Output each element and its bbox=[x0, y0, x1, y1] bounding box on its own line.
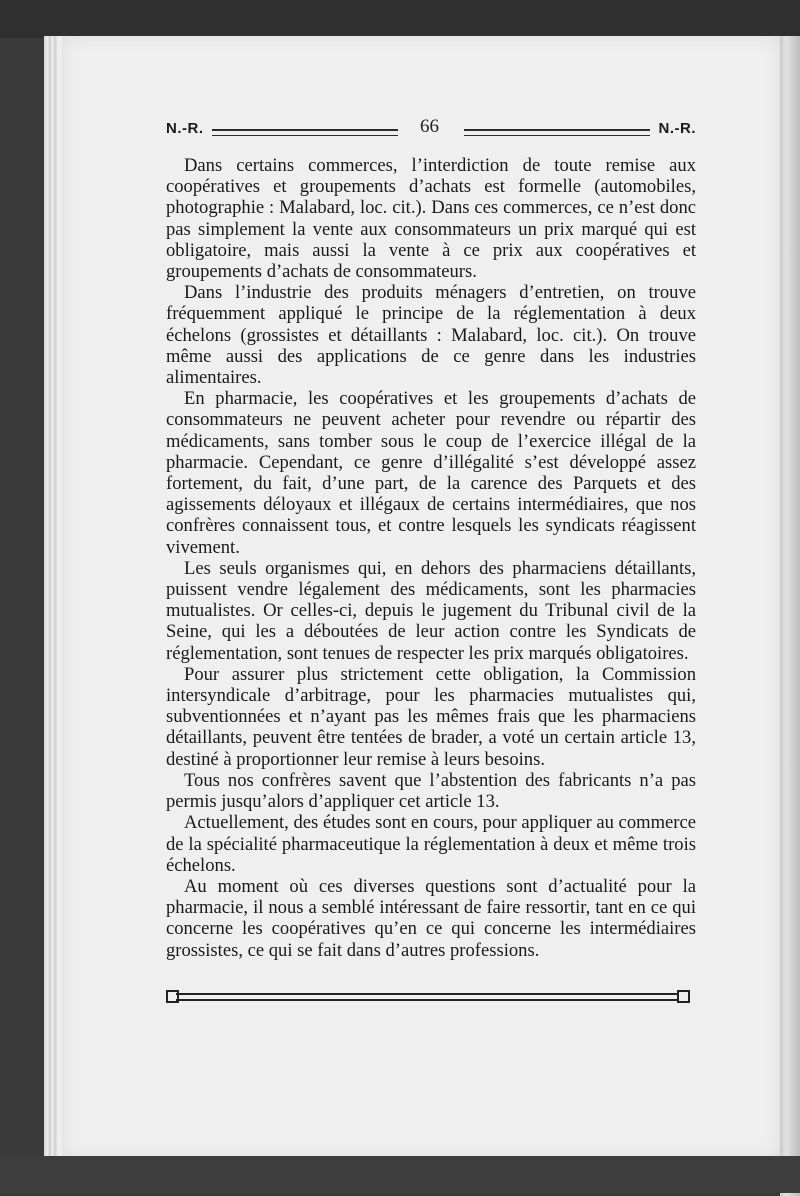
paragraph: Tous nos confrères savent que l’abstention des fabricants n’a pas permis jusqu’alors d’appliquer cet article 13. bbox=[166, 769, 696, 813]
header-left-label: N.-R. bbox=[166, 120, 204, 137]
header-right-label: N.-R. bbox=[658, 120, 696, 137]
paragraph: Actuellement, des études sont en cours, pour appliquer au commerce de la spécialité pharmaceutique la réglementation à deux et même trois échelons. bbox=[166, 812, 696, 876]
scan-background-top bbox=[0, 0, 800, 38]
page-number: 66 bbox=[420, 116, 439, 137]
header-rule-left bbox=[212, 129, 398, 136]
paragraph: En pharmacie, les coopératives et les groupements d’achats de consommateurs ne peuvent acheter pour revendre ou répartir des médicaments, sans tomber sous le coup de l’exercice illégal de la pharmacie. Cependant, ce genre d’illégalité s’est développé assez fortement, du fait, d’une part, de la carence des Parquets et des agissements déloyaux et illégaux de certains intermédiaires, que nos confrères connaissent tous, et contre lesquels les syndicats réagissent vivement. bbox=[166, 388, 696, 558]
paragraph: Pour assurer plus strictement cette obligation, la Commission intersyndicale d’arbitrage, pour les pharmacies mutualistes qui, subventionnées et n’ayant pas les mêmes frais que les pharmaciens détaillants, peuvent être tentées de brader, a voté un certain article 13, destiné à proportionner leur remise à leurs besoins. bbox=[166, 663, 696, 770]
ornament-square-right bbox=[677, 990, 690, 1003]
paragraph: Au moment où ces diverses questions sont d’actualité pour la pharmacie, il nous a semblé intéressant de faire ressortir, tant en ce qui concerne les coopératives qu’en ce qui concerne les intermédiaires grossistes, ce qui se fait dans d’autres professions. bbox=[166, 875, 696, 961]
next-page-edge bbox=[780, 36, 800, 1196]
paragraph: Les seuls organismes qui, en dehors des pharmaciens détaillants, puissent vendre légalement des médicaments, sont les pharmacies mutualistes. Or celles-ci, depuis le jugement du Tribunal civil de la Seine, qui les a déboutées de leur action contre les Syndicats de réglementation, sont tenues de respecter les prix marqués obligatoires. bbox=[166, 557, 696, 664]
paragraph: Dans l’industrie des produits ménagers d’entretien, on trouve fréquemment appliqué le principe de la réglementation à deux échelons (grossistes et détaillants : Malabard, loc. cit.). On trouve même aussi des applications de ce genre dans les industries alimentaires. bbox=[166, 282, 696, 389]
body-text bbox=[166, 155, 696, 961]
footer-ornament-rule bbox=[166, 990, 690, 1002]
ornament-double-line bbox=[176, 993, 680, 1001]
paragraph: Dans certains commerces, l’interdiction de toute remise aux coopératives et groupements d’achats est formelle (automobiles, photographie : Malabard, loc. cit.). Dans ces commerces, ce n’est donc pas simplement la vente aux consommateurs un prix marqué qui est obligatoire, mais aussi la vente à ce prix aux coopératives et groupements d’achats de consommateurs. bbox=[166, 155, 696, 283]
running-header bbox=[166, 116, 696, 144]
header-rule-right bbox=[464, 129, 650, 136]
scan-background-bottom bbox=[0, 1156, 800, 1193]
